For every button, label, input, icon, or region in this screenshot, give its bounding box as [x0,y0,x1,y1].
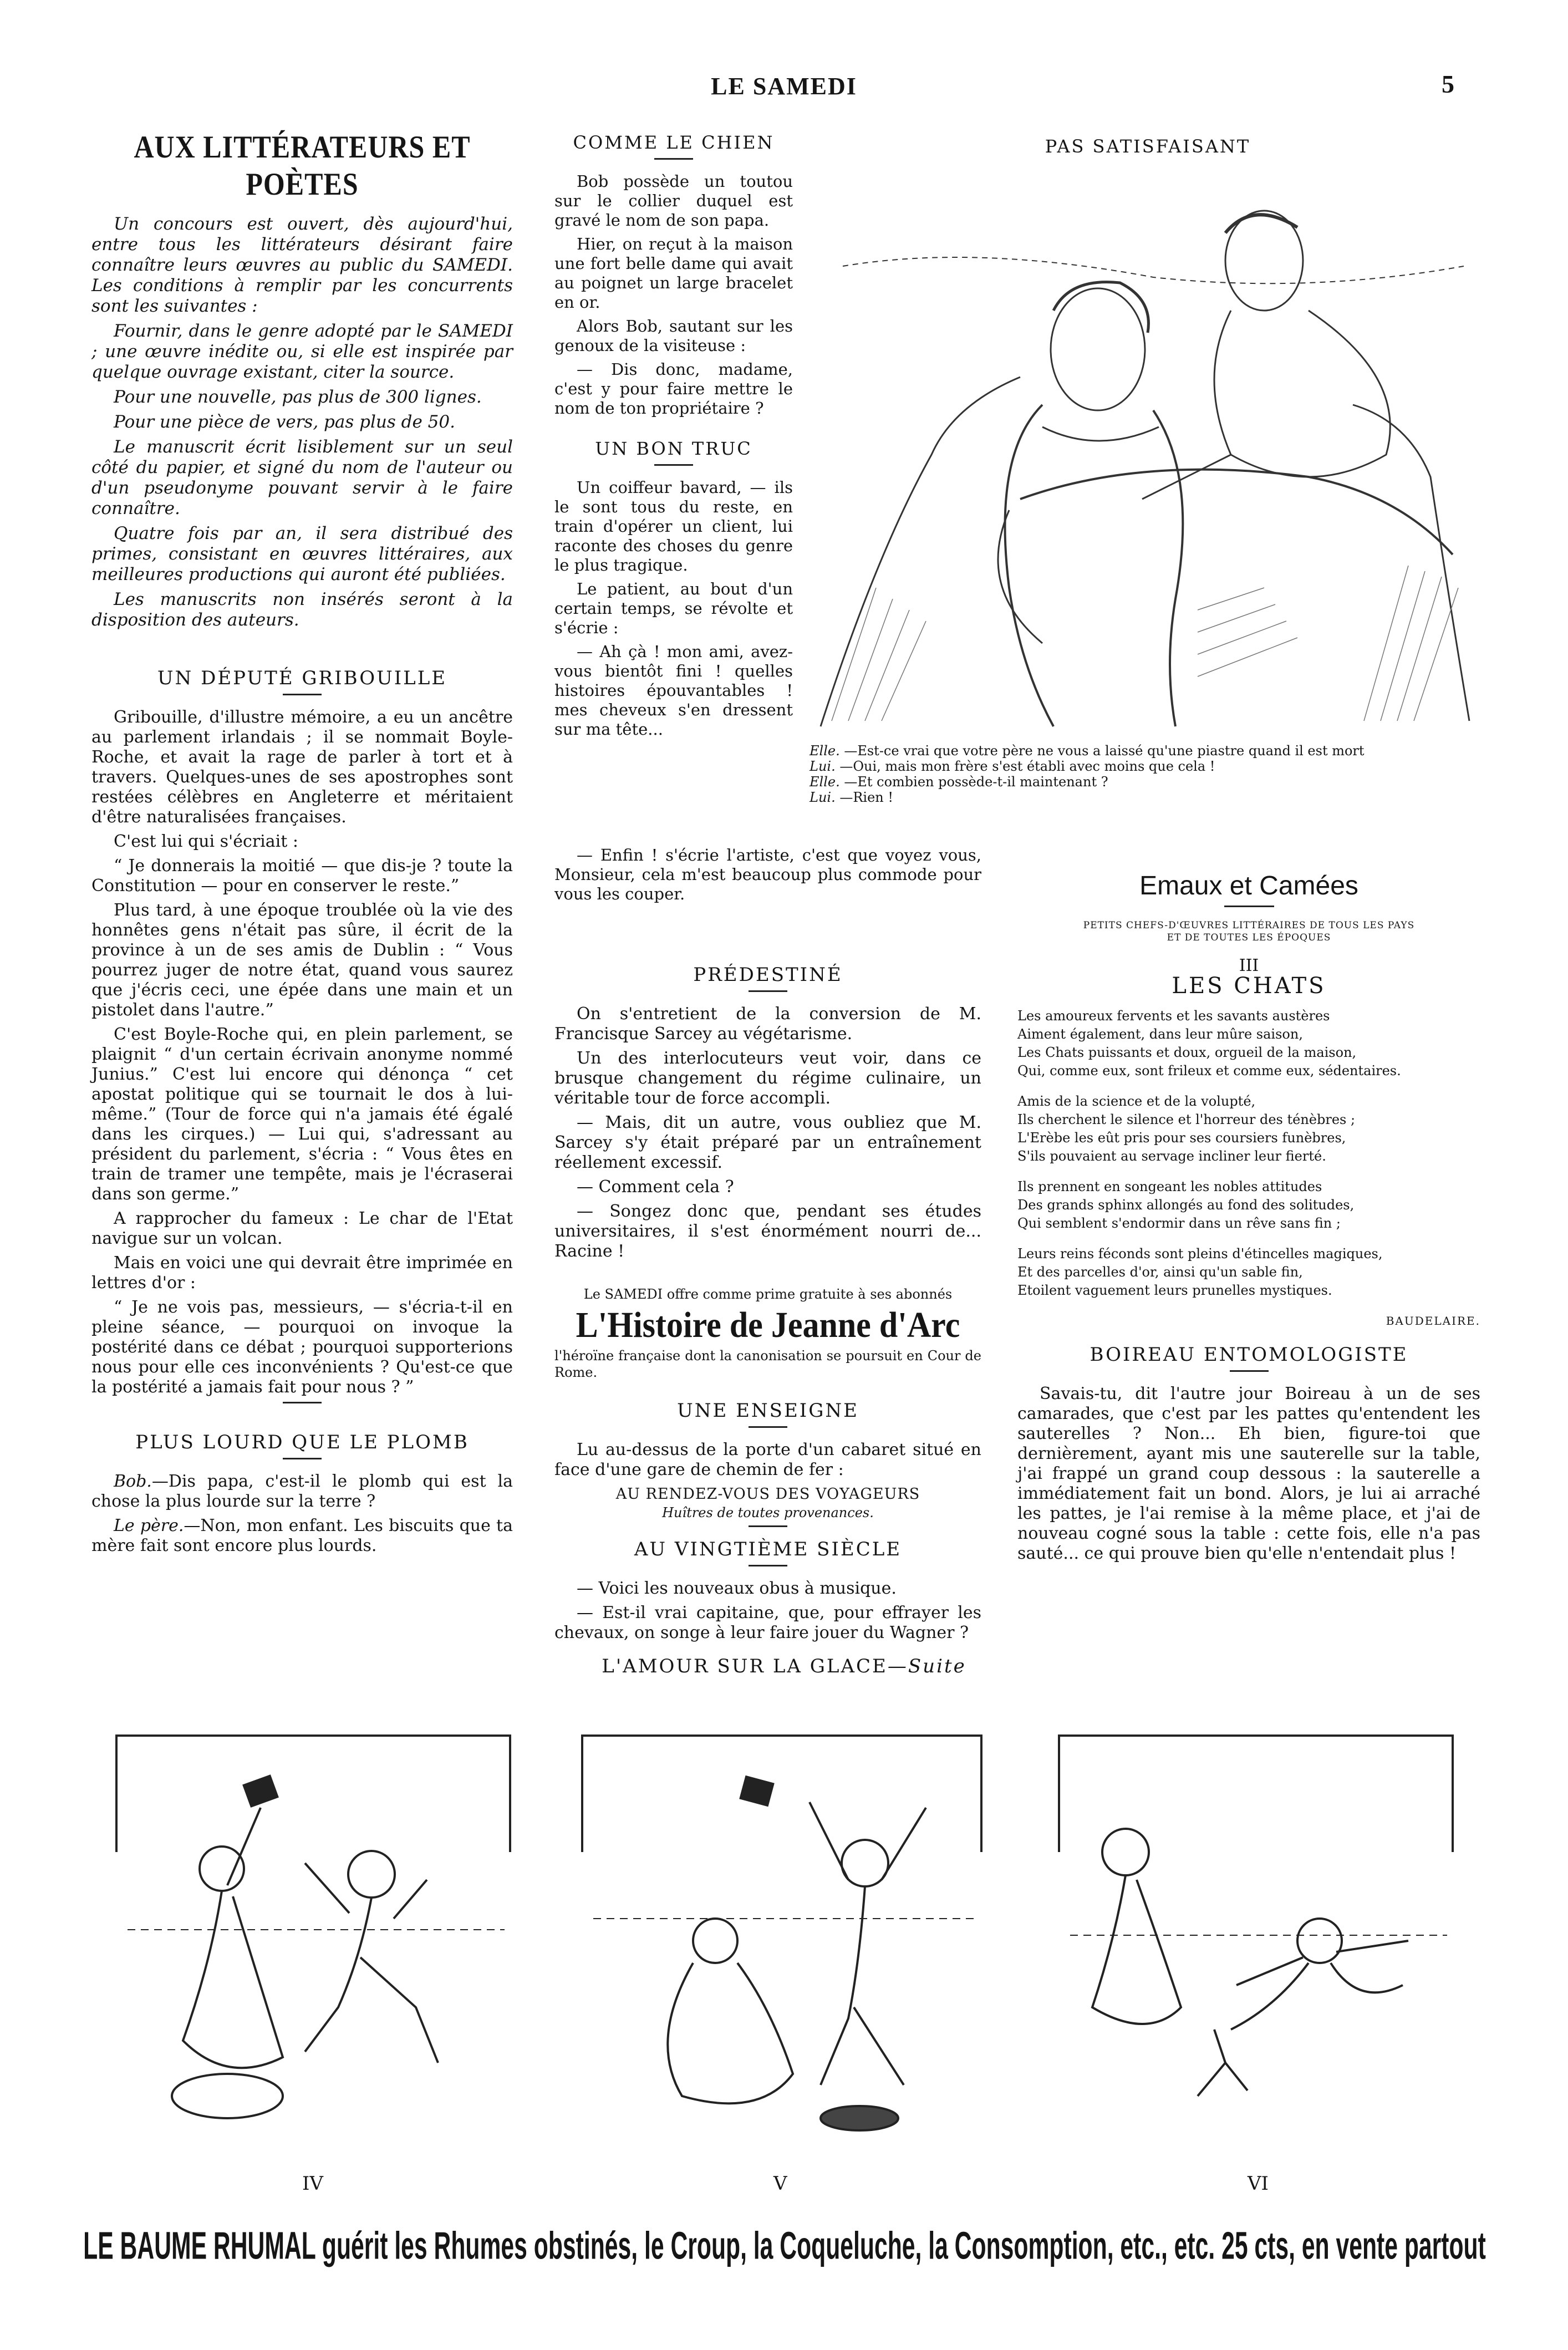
divider [749,1565,787,1566]
strip-title: L'AMOUR SUR LA GLACE—Suite [602,1655,966,1677]
advertisement-baume-rhumal: LE BAUME RHUMAL guérit les Rhumes obstinés, le Croup, la Coqueluche, la Consomption, etc., etc. 25 cts, en vente partout [83,2224,1486,2268]
paragraph: — Est-il vrai capitaine, que, pour effrayer les chevaux, on songe à leur faire jouer du Wagner ? [554,1603,981,1642]
column-2-upper [554,133,793,744]
caption-line: Lui. —Rien ! [810,790,894,805]
prime-title: L'Histoire de Jeanne d'Arc [576,1304,960,1345]
article-title-predestine: PRÉDESTINÉ [693,964,843,986]
article-title-truc: UN BON TRUC [595,438,752,459]
panel-frame [582,1736,981,1852]
paragraph: Pour une nouvelle, pas plus de 300 lignes. [114,387,482,407]
paragraph: C'est lui qui s'écriait : [114,832,298,851]
article-title-depute: UN DÉPUTÉ GRIBOUILLE [157,667,447,689]
emaux-title: Emaux et Camées [1139,871,1358,901]
paragraph: — Comment cela ? [577,1177,734,1197]
caption-line: Elle. —Est-ce vrai que votre père ne vous a laissé qu'une piastre quand il est mort [810,743,1365,759]
caption-line: Lui. —Oui, mais mon frère s'est établi avec moins que cela ! [810,759,1215,774]
divider [283,694,322,695]
emaux-subtitle: ET DE TOUTES LES ÉPOQUES [1167,932,1331,943]
divider [654,464,693,466]
caption-line: Elle. —Et combien possède-t-il maintenant ? [810,774,1108,790]
paragraph: C'est Boyle-Roche qui, en plein parlement, se plaignit “ d'un certain écrivain anonyme nommé Junius.” C'est lui encore qui dénonça “ cet apostat politique qui se tournait le dos à lui-même.” (Tour de force qui n'a jamais été égalé dans les cirques.) — Lui qui, s'adressant au président du parlement, s'écria : “ Vous êtes en train de tramer une tempête, mais je l'écraserai dans son germe.” [91,1025,513,1204]
column-1 [91,129,513,1560]
divider [749,1525,787,1527]
paragraph: Le patient, au bout d'un certain temps, se révolte et s'écrie : [554,579,793,637]
dialogue-line: Le père.—Non, mon enfant. Les biscuits que ta mère fait sont encore plus lourds. [91,1516,513,1555]
divider [1230,1370,1269,1372]
dialogue-line: Bob.—Dis papa, c'est-il le plomb qui est la chose la plus lourde sur la terre ? [91,1472,513,1511]
poem-stanza: Les amoureux fervents et les savants austères Aiment également, dans leur mûre saison, Les Chats puissants et doux, orgueil de la maison, Qui, comme eux, sont frileux et comme eux, sédentaires. [1017,1008,1401,1079]
newspaper-title: LE SAMEDI [711,73,857,100]
page-number: 5 [1442,70,1454,98]
article-title-plomb: PLUS LOURD QUE LE PLOMB [135,1431,469,1453]
paragraph: — Mais, dit un autre, vous oubliez que M. Sarcey s'y était préparé par un entraînement réellement excessif. [554,1113,981,1172]
article-title-vingtieme: AU VINGTIÈME SIÈCLE [634,1538,902,1560]
paragraph: Fournir, dans le genre adopté par le SAMEDI ; une œuvre inédite ou, si elle est inspirée par quelque ouvrage existant, citer la source. [91,321,513,382]
sign-subline: Huîtres de toutes provenances. [662,1505,874,1520]
cartoon-illustration [810,166,1480,737]
paragraph: — Ah çà ! mon ami, avez-vous bientôt fini ! quelles histoires épouvantables ! mes cheveux s'en dressent sur ma tête... [554,642,793,739]
panel-label: V [773,2173,787,2195]
divider [749,1426,787,1428]
paragraph: “ Je ne vois pas, messieurs, — s'écria-t-il en pleine séance, — pourquoi on invoque la postérité dans ce débat ; pourquoi supporterions nous pour elle ces inconvénients ? Qu'est-ce que la postérité a jamais fait pour nous ? ” [91,1298,513,1397]
paragraph: Un coiffeur bavard, — ils le sont tous du reste, en train d'opérer un client, lui raconte des choses du genre le plus tragique. [554,478,793,574]
poem-title: LES CHATS [1172,973,1326,999]
paragraph: — Dis donc, madame, c'est y pour faire mettre le nom de ton propriétaire ? [554,360,793,418]
paragraph: Lu au-dessus de la porte d'un cabaret situé en face d'une gare de chemin de fer : [554,1440,981,1479]
prime-outro: l'héroïne française dont la canonisation se poursuit en Cour de Rome. [554,1348,981,1380]
panel-label: VI [1248,2173,1269,2195]
article-title-chien: COMME LE CHIEN [573,132,775,153]
comic-strip [83,1697,1486,2163]
article-title-enseigne: UNE ENSEIGNE [677,1400,859,1422]
paragraph: — Songez donc que, pendant ses études universitaires, il s'est énormément nourri de... Racine ! [554,1202,981,1261]
poem-stanza: Amis de la science et de la volupté, Ils cherchent le silence et l'horreur des ténèbres ; L'Erèbe les eût pris pour ses coursiers funèbres, S'ils pouvaient au servage incliner leur fierté. [1017,1093,1356,1164]
emaux-subtitle: PETITS CHEFS-D'ŒUVRES LITTÉRAIRES DE TOUS LES PAYS [1083,920,1415,931]
article-title-boireau: BOIREAU ENTOMOLOGISTE [1090,1344,1408,1366]
paragraph: Pour une pièce de vers, pas plus de 50. [114,412,455,432]
paragraph: Mais en voici une qui devrait être imprimée en lettres d'or : [91,1253,513,1293]
paragraph: — Voici les nouveaux obus à musique. [577,1579,897,1598]
divider [283,1458,322,1459]
column-2-truc-end [554,846,981,908]
cartoon-caption [810,743,1480,805]
prime-intro: Le SAMEDI offre comme prime gratuite à ses abonnés [583,1286,953,1302]
paragraph: On s'entretient de la conversion de M. Francisque Sarcey au végétarisme. [554,1004,981,1044]
paragraph: A rapprocher du fameux : Le char de l'Etat navigue sur un volcan. [91,1209,513,1248]
poem [1017,1007,1480,1330]
divider [1224,906,1274,907]
panel-label: IV [302,2173,323,2195]
paragraph: “ Je donnerais la moitié — que dis-je ? toute la Constitution — pour en conserver le reste.” [91,856,513,896]
paragraph: Gribouille, d'illustre mémoire, a eu un ancêtre au parlement irlandais ; il se nommait Boyle-Roche, et avait la rage de parler à tort et à travers. Quelques-unes de ses apostrophes sont restées célèbres en Angleterre et méritaient d'être naturalisées françaises. [91,708,513,827]
article-title-litterateurs: AUX LITTÉRATEURS ET POÈTES [134,129,471,202]
poem-author: BAUDELAIRE. [1386,1314,1480,1327]
paragraph: Un des interlocuteurs veut voir, dans ce brusque changement du régime culinaire, un véritable tour de force accompli. [554,1049,981,1108]
paragraph: Bob possède un toutou sur le collier duquel est gravé le nom de son papa. [554,172,793,230]
divider [654,158,693,160]
paragraph: Hier, on reçut à la maison une fort belle dame qui avait au poignet un large bracelet en or. [554,235,793,312]
column-3 [1017,871,1480,1568]
paragraph: Un concours est ouvert, dès aujourd'hui, entre tous les littérateurs désirant faire connaître leurs œuvres au public du SAMEDI. Les conditions à remplir par les concurrents sont les suivantes : [91,214,513,316]
poem-number: III [1239,956,1259,975]
panel-frame [1059,1736,1453,1852]
divider [749,990,787,992]
paragraph: Alors Bob, sautant sur les genoux de la visiteuse : [554,317,793,355]
paragraph: Quatre fois par an, il sera distribué des primes, consistant en œuvres littéraires, aux meilleures productions qui auront été publiées. [91,523,513,584]
poem-stanza: Leurs reins féconds sont pleins d'étincelles magiques, Et des parcelles d'or, ainsi qu'un sable fin, Etoilent vaguement leurs prunelles mystiques. [1017,1246,1383,1298]
sign-line: AU RENDEZ-VOUS DES VOYAGEURS [615,1486,920,1503]
cartoon-title: PAS SATISFAISANT [1045,136,1251,157]
paragraph: Savais-tu, dit l'autre jour Boireau à un de ses camarades, que c'est par les pattes qu'entendent les sauterelles ? Non... Eh bien, figure-toi que dernièrement, ayant mis une sauterelle sur la table, j'ai frappé un grand coup dessous : la sauterelle a immédiatement fait un bond. Alors, je lui ai arraché les pattes, je l'ai remise à la même place, et j'ai de nouveau cogné sous la table : cette fois, elle n'a pas sauté... ce qui prouve bien qu'elle n'entendait plus ! [1017,1384,1480,1563]
paragraph: Le manuscrit écrit lisiblement sur un seul côté du papier, et signé du nom de l'auteur ou d'un pseudonyme pouvant servir à le faire connaître. [91,437,513,518]
paragraph: Plus tard, à une époque troublée où la vie des honnêtes gens n'était pas sûre, il écrit de la province à un de ses amis de Dublin : “ Vous pourrez juger de notre état, quand vous saurez que j'écris ceci, une épée dans une main et un pistolet dans l'autre.” [91,901,513,1020]
paragraph: Les manuscrits non insérés seront à la disposition des auteurs. [91,589,513,630]
paragraph: — Enfin ! s'écrie l'artiste, c'est que voyez vous, Monsieur, cela m'est beaucoup plus commode pour vous les couper. [554,846,981,903]
column-2-lower [554,965,981,1647]
panel-frame [116,1736,510,1852]
poem-stanza: Ils prennent en songeant les nobles attitudes Des grands sphinx allongés au fond des solitudes, Qui semblent s'endormir dans un rêve sans fin ; [1017,1179,1355,1231]
divider [283,1402,322,1403]
